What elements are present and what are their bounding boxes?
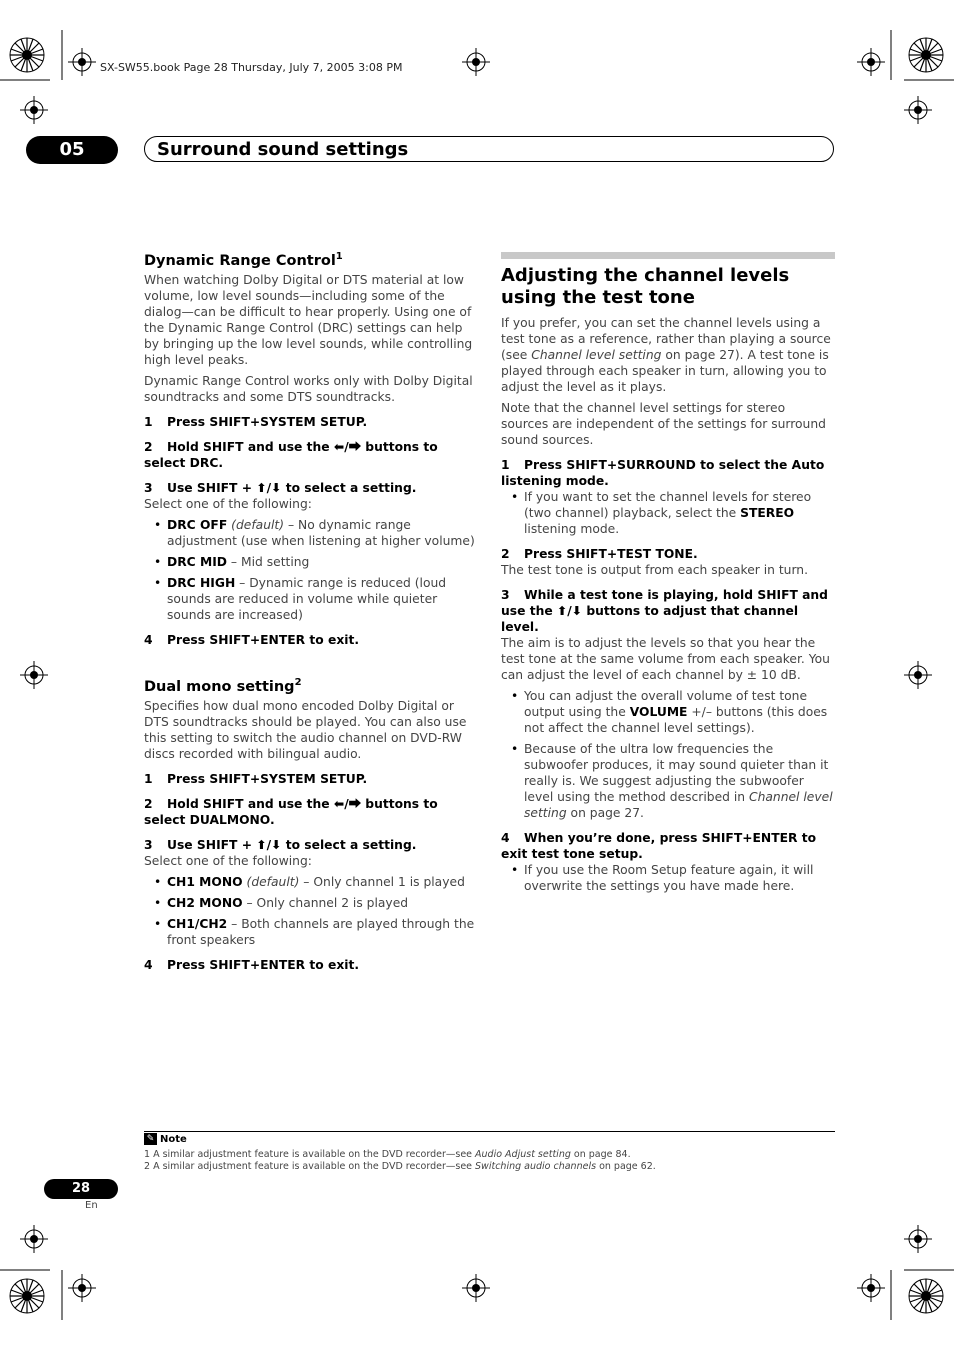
- dual-mono-heading: Dual mono setting$^2$: [144, 676, 302, 695]
- footnote-ref: 1: [335, 251, 343, 262]
- step: 1 Press SHIFT+SYSTEM SETUP.: [144, 414, 368, 429]
- list-item: • Because of the ultra low frequencies the subwoofer produces, it may sound quieter than it really is. We suggest adjusting the subwoofer level using the method described in Channel level setting on page 27.: [501, 741, 835, 821]
- left-right-arrows-icon: ⬅/⮕: [333, 439, 362, 454]
- footnote-2: 2 A similar adjustment feature is available on the DVD recorder—see Switching audio channels on page 62.: [144, 1161, 656, 1172]
- language-label: En: [85, 1200, 98, 1211]
- step: 2 Hold SHIFT and use the ⬅/⮕ buttons to select DRC.: [144, 439, 438, 470]
- list-item: • DRC OFF (default) – No dynamic range adjustment (use when listening at higher volume): [144, 517, 478, 549]
- drc-heading: Dynamic Range Control$^1$: [144, 251, 343, 269]
- step: 4 Press SHIFT+ENTER to exit.: [144, 957, 360, 972]
- note-rule: [144, 1131, 835, 1132]
- select-text: Select one of the following:: [144, 496, 312, 511]
- registration-wheel-icon: [10, 1279, 44, 1313]
- test-tone-note: Note that the channel level settings for stereo sources are independent of the settings for surround sound sources.: [501, 401, 826, 447]
- list-item: • DRC HIGH – Dynamic range is reduced (loud sounds are reduced in volume while quieter sounds are increased): [144, 575, 478, 623]
- registration-wheel-icon: [909, 1279, 943, 1313]
- list-item: • CH2 MONO – Only channel 2 is played: [144, 895, 478, 911]
- step: 3 Use SHIFT + ⬆/⬇ to select a setting.: [144, 837, 417, 852]
- step: 1 Press SHIFT+SURROUND to select the Auto listening mode.: [501, 458, 825, 488]
- drc-note: Dynamic Range Control works only with Dolby Digital soundtracks and some DTS soundtracks.: [144, 373, 473, 404]
- list-item: • CH1 MONO (default) – Only channel 1 is played: [144, 874, 478, 890]
- chapter-number: 05: [26, 136, 118, 164]
- step: 1 Press SHIFT+SYSTEM SETUP.: [144, 771, 368, 786]
- test-tone-intro: If you prefer, you can set the channel levels using a test tone as a reference, rather than playing a source (see Channel level setting on page 27). A test tone is played through each speaker in turn, allowing you to adjust the level as it plays.: [501, 316, 831, 394]
- dual-mono-options: [144, 874, 478, 948]
- list-item: • You can adjust the overall volume of test tone output using the VOLUME +/– buttons (this does not affect the channel level settings).: [501, 688, 835, 736]
- registration-wheel-icon: [10, 38, 44, 72]
- print-header: SX-SW55.book Page 28 Thursday, July 7, 2005 3:08 PM: [100, 61, 403, 74]
- step-bullets: [501, 489, 835, 537]
- step: 3 While a test tone is playing, hold SHIFT and use the ⬆/⬇ buttons to adjust that channel level.: [501, 588, 828, 634]
- footnote-ref: 2: [294, 676, 302, 688]
- step-text: The test tone is output from each speaker in turn.: [501, 563, 809, 577]
- list-item: • If you want to set the channel levels for stereo (two channel) playback, select the STEREO listening mode.: [501, 489, 835, 537]
- step: 2 Press SHIFT+TEST TONE.: [501, 547, 698, 561]
- step: 2 Hold SHIFT and use the ⬅/⮕ buttons to select DUALMONO.: [144, 796, 438, 827]
- step-bullets: [501, 862, 835, 894]
- dual-mono-intro: Specifies how dual mono encoded Dolby Digital or DTS soundtracks should be played. You can also use this setting to switch the audio channel on DVD-RW discs recorded with bilingual audio.: [144, 698, 467, 761]
- list-item: • CH1/CH2 – Both channels are played through the front speakers: [144, 916, 478, 948]
- up-down-arrows-icon: ⬆/⬇: [556, 604, 583, 618]
- up-down-arrows-icon: ⬆/⬇: [256, 837, 282, 852]
- chapter-title-box: [144, 136, 834, 162]
- test-tone-heading: Adjusting the channel levels using the test tone: [501, 265, 790, 308]
- note-label: ✎ Note: [144, 1133, 187, 1145]
- list-item: • If you use the Room Setup feature again, it will overwrite the settings you have made here.: [501, 862, 835, 894]
- left-right-arrows-icon: ⬅/⮕: [333, 796, 362, 811]
- up-down-arrows-icon: ⬆/⬇: [256, 480, 282, 495]
- select-text: Select one of the following:: [144, 853, 312, 868]
- drc-intro: When watching Dolby Digital or DTS material at low volume, low level sounds—including some of the dialog—can be difficult to hear properly. Using one of the Dynamic Range Control (DRC) settings can help by bringing up the low level sounds, while controlling high level peaks.: [144, 272, 473, 367]
- registration-wheel-icon: [909, 38, 943, 72]
- step-bullets: [501, 688, 835, 821]
- step-text: The aim is to adjust the levels so that you hear the test tone at the same volume from each speaker. You can adjust the level of each channel by ± 10 dB.: [501, 636, 830, 682]
- list-item: • DRC MID – Mid setting: [144, 554, 478, 570]
- step: 3 Use SHIFT + ⬆/⬇ to select a setting.: [144, 480, 417, 495]
- step: 4 Press SHIFT+ENTER to exit.: [144, 632, 360, 647]
- section-rule: [501, 252, 835, 259]
- footnote-1: 1 A similar adjustment feature is available on the DVD recorder—see Audio Adjust setting on page 84.: [144, 1149, 631, 1160]
- left-column: [144, 248, 478, 982]
- drc-options: [144, 517, 478, 623]
- right-column: [501, 252, 835, 903]
- note-icon: ✎: [144, 1133, 157, 1145]
- page-number: 28: [44, 1179, 118, 1199]
- step: 4 When you’re done, press SHIFT+ENTER to exit test tone setup.: [501, 831, 817, 861]
- chapter-title: Surround sound settings: [157, 139, 409, 160]
